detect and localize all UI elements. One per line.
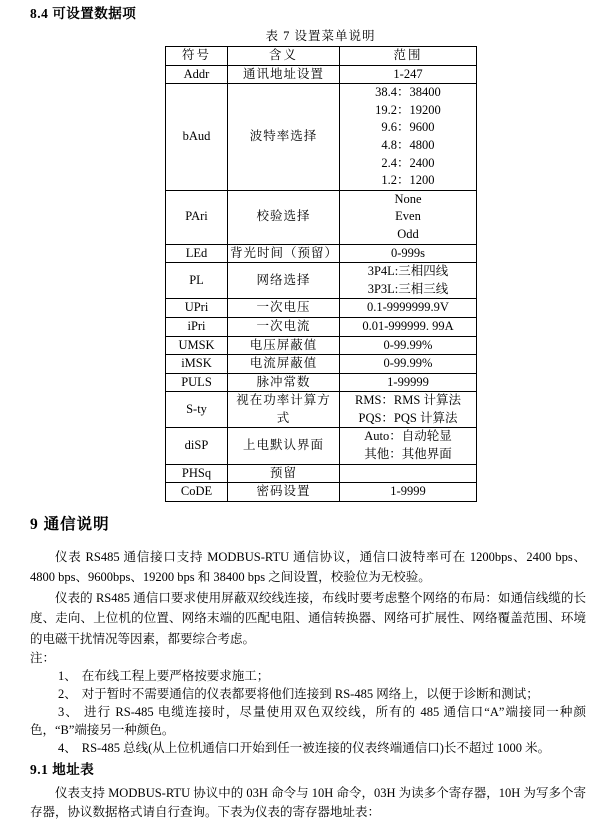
meaning-cell: 通讯地址设置	[228, 65, 340, 84]
range-line: 3P3L:三相三线	[367, 281, 449, 296]
table-row	[166, 317, 477, 336]
meaning-cell: 电流屏蔽值	[228, 355, 340, 374]
meaning-cell: 上电默认界面	[228, 428, 340, 464]
range-line: None	[394, 191, 422, 206]
note-item	[30, 667, 586, 685]
settings-menu-table	[165, 46, 477, 502]
range-cell	[340, 84, 477, 191]
note-item	[30, 703, 586, 739]
table-row	[166, 392, 477, 428]
range-cell	[340, 464, 477, 483]
range-line: RMS：RMS 计算法	[355, 393, 461, 408]
note-number: 4、	[58, 741, 77, 756]
table-row	[166, 464, 477, 483]
meaning-cell: 波特率选择	[228, 84, 340, 191]
meaning-cell: 网络选择	[228, 263, 340, 299]
section-heading-8-4: 8.4 可设置数据项	[30, 6, 137, 21]
symbol-cell: LEd	[166, 244, 228, 263]
range-line: 19.2：19200	[375, 102, 441, 117]
symbol-cell: UPri	[166, 299, 228, 318]
symbol-cell: UMSK	[166, 336, 228, 355]
paragraph-comm-2: 仪表的 RS485 通信口要求使用屏蔽双绞线连接，布线时要考虑整个网络的布局：如通信线缆的长度、走向、上位机的位置、网络末端的匹配电阻、通信转换器、网络可扩展性、网络覆盖范围、环境的电磁干扰情况等因素，都要综合考虑。	[30, 590, 586, 646]
range-line: 0-99.99%	[383, 356, 433, 371]
column-header: 含义	[228, 47, 340, 66]
range-line: 0-99.99%	[383, 337, 433, 352]
table-row	[166, 190, 477, 244]
range-line: 9.6：9600	[381, 120, 435, 135]
symbol-cell: PULS	[166, 373, 228, 392]
range-line: Even	[395, 209, 421, 224]
note-text: 在布线工程上要严格按要求施工；	[81, 669, 270, 684]
symbol-cell: S-ty	[166, 392, 228, 428]
range-line: 1-247	[393, 66, 423, 81]
range-line: 其他：其他界面	[364, 447, 452, 462]
range-cell	[340, 263, 477, 299]
range-line: PQS：PQS 计算法	[358, 410, 458, 425]
range-line: 4.8：4800	[381, 137, 435, 152]
range-line: 38.4：38400	[375, 85, 441, 100]
note-number: 1、	[58, 669, 77, 684]
range-cell	[340, 355, 477, 374]
range-line: 0.01-999999. 99A	[362, 318, 454, 333]
table-caption: 表 7 设置菜单说明	[265, 29, 376, 43]
note-text: 对于暂时不需要通信的仪表都要将他们连接到 RS-485 网络上，以便于诊断和测试；	[81, 687, 539, 702]
table-header-row	[166, 47, 477, 66]
table-row	[166, 336, 477, 355]
range-line: 3P4L:三相四线	[367, 264, 449, 279]
range-line: 0-999s	[390, 245, 426, 260]
range-cell	[340, 190, 477, 244]
table-row	[166, 65, 477, 84]
section-heading-9-1: 9.1 地址表	[30, 762, 95, 778]
range-cell	[340, 299, 477, 318]
note-item	[30, 685, 586, 703]
range-line: Auto：自动轮显	[364, 429, 452, 444]
range-cell	[340, 483, 477, 502]
table-row	[166, 299, 477, 318]
range-cell	[340, 392, 477, 428]
symbol-cell: PL	[166, 263, 228, 299]
symbol-cell: Addr	[166, 65, 228, 84]
range-line: Odd	[397, 226, 419, 241]
notes-list	[30, 667, 586, 757]
symbol-cell: bAud	[166, 84, 228, 191]
notes-label: 注：	[30, 651, 56, 666]
table-row	[166, 263, 477, 299]
meaning-cell: 脉冲常数	[228, 373, 340, 392]
range-line: 1-9999	[390, 484, 426, 499]
table-row	[166, 355, 477, 374]
table-row	[166, 428, 477, 464]
range-line: 0.1-9999999.9V	[367, 300, 449, 315]
column-header: 符号	[166, 47, 228, 66]
symbol-cell: diSP	[166, 428, 228, 464]
range-cell	[340, 373, 477, 392]
range-line: 2.4：2400	[381, 155, 435, 170]
meaning-cell: 电压屏蔽值	[228, 336, 340, 355]
meaning-cell: 一次电压	[228, 299, 340, 318]
symbol-cell: PHSq	[166, 464, 228, 483]
symbol-cell: CoDE	[166, 483, 228, 502]
paragraph-address-table: 仪表支持 MODBUS-RTU 协议中的 03H 命令与 10H 命令，03H 为读多个寄存器，10H 为写多个寄存器，协议数据格式请自行查询。下表为仪表的寄存器地址表：	[30, 786, 586, 820]
table-row	[166, 483, 477, 502]
note-item	[30, 739, 586, 757]
note-number: 2、	[58, 687, 77, 702]
note-text: 进行 RS-485 电缆连接时，尽量使用双色双绞线，所有的 485 通信口“A”端接同一种颜色，“B”端接另一种颜色。	[30, 705, 586, 738]
symbol-cell: iPri	[166, 317, 228, 336]
symbol-cell: iMSK	[166, 355, 228, 374]
range-cell	[340, 336, 477, 355]
meaning-cell: 背光时间（预留）	[228, 244, 340, 263]
range-line: 1-99999	[387, 374, 429, 389]
note-text: RS-485 总线(从上位机通信口开始到任一被连接的仪表终端通信口)长不超过 1000 米。	[81, 741, 551, 756]
range-cell	[340, 65, 477, 84]
meaning-cell: 预留	[228, 464, 340, 483]
table-row	[166, 84, 477, 191]
range-line: 1.2：1200	[381, 173, 435, 188]
range-cell	[340, 428, 477, 464]
note-number: 3、	[58, 705, 79, 720]
range-cell	[340, 244, 477, 263]
paragraph-comm-1: 仪表 RS485 通信接口支持 MODBUS-RTU 通信协议，通信口波特率可在 1200bps、2400 bps、4800 bps、9600bps、19200 bps 和 38400 bps 之间设置，校验位为无校验。	[30, 549, 586, 585]
table-row	[166, 373, 477, 392]
meaning-cell: 校验选择	[228, 190, 340, 244]
table-row	[166, 244, 477, 263]
settings-table-section	[165, 28, 476, 502]
meaning-cell: 密码设置	[228, 483, 340, 502]
meaning-cell: 视在功率计算方式	[228, 392, 340, 428]
symbol-cell: PAri	[166, 190, 228, 244]
meaning-cell: 一次电流	[228, 317, 340, 336]
section-heading-9: 9 通信说明	[30, 515, 110, 533]
range-cell	[340, 317, 477, 336]
column-header: 范围	[340, 47, 477, 66]
